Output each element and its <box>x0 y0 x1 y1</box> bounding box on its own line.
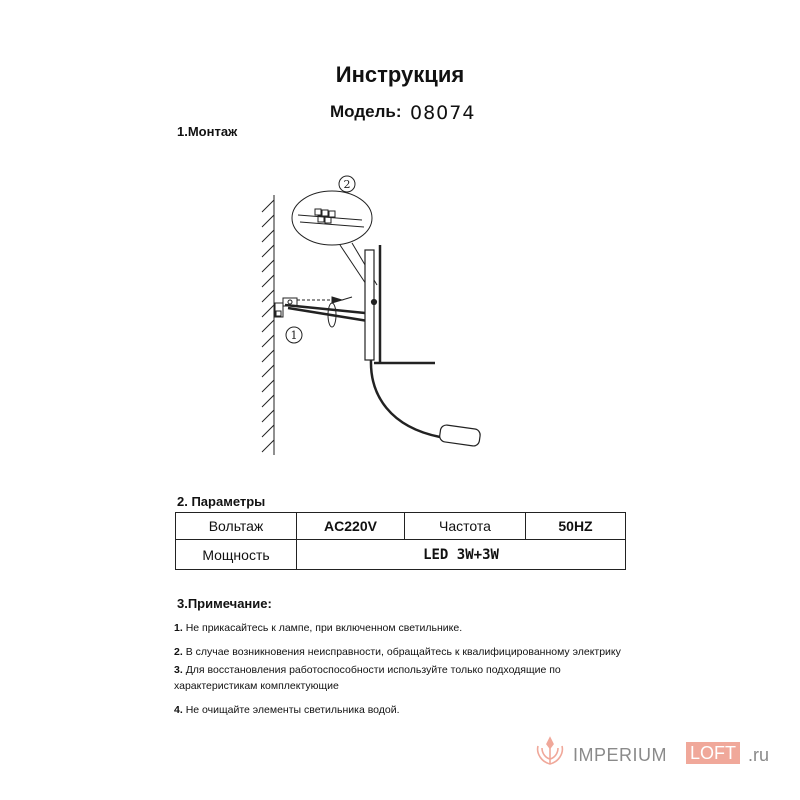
screw-guide <box>297 297 352 303</box>
note-number: 4. <box>174 704 183 716</box>
note-text: Не очищайте элементы светильника водой. <box>185 704 400 716</box>
mounting-diagram <box>240 165 500 465</box>
voltage-value: AC220V <box>297 513 405 540</box>
note-number: 1. <box>174 622 183 634</box>
table-row <box>176 540 626 570</box>
power-label: Мощность <box>176 540 297 570</box>
section-mount-heading: 1.Монтаж <box>177 124 238 139</box>
watermark-domain: .ru <box>748 745 770 765</box>
notes-list <box>174 620 634 726</box>
flexible-arm <box>371 360 481 447</box>
frequency-label: Частота <box>405 513 526 540</box>
wall-hatching <box>262 195 274 455</box>
callout-2 <box>339 176 355 192</box>
section-params-heading: 2. Параметры <box>177 494 266 509</box>
voltage-label: Вольтаж <box>176 513 297 540</box>
callout-1-label: 1 <box>290 329 298 342</box>
list-item <box>174 662 634 694</box>
lamp-body <box>365 245 435 363</box>
mounting-bracket <box>275 298 297 317</box>
list-item <box>174 702 634 718</box>
watermark-highlight: LOFT <box>686 742 740 764</box>
watermark-emblem-icon <box>530 734 570 770</box>
params-table <box>175 512 626 570</box>
note-number: 2. <box>174 646 183 658</box>
power-value: LED 3W+3W <box>297 540 626 570</box>
model-number: 08074 <box>410 102 476 124</box>
frequency-value: 50HZ <box>526 513 626 540</box>
wires <box>285 303 368 327</box>
list-item <box>174 644 634 660</box>
watermark-text: IMPERIUM <box>573 745 667 765</box>
list-item <box>174 620 634 636</box>
callout-2-label: 2 <box>343 178 351 191</box>
document-title: Инструкция <box>335 62 465 87</box>
note-number: 3. <box>174 664 183 676</box>
model-label: Модель: <box>330 102 402 121</box>
note-text: Не прикасайтесь к лампе, при включенном светильнике. <box>185 622 463 634</box>
callout-1 <box>286 327 302 343</box>
section-notes-heading: 3.Примечание: <box>177 596 272 611</box>
table-row <box>176 513 626 540</box>
connector-detail <box>292 191 377 290</box>
note-text: В случае возникновения неисправности, обращайтесь к квалифицированному электрику <box>185 646 621 658</box>
note-text: Для восстановления работоспособности используйте только подходящие по характеристикам комплектующие <box>174 664 561 692</box>
